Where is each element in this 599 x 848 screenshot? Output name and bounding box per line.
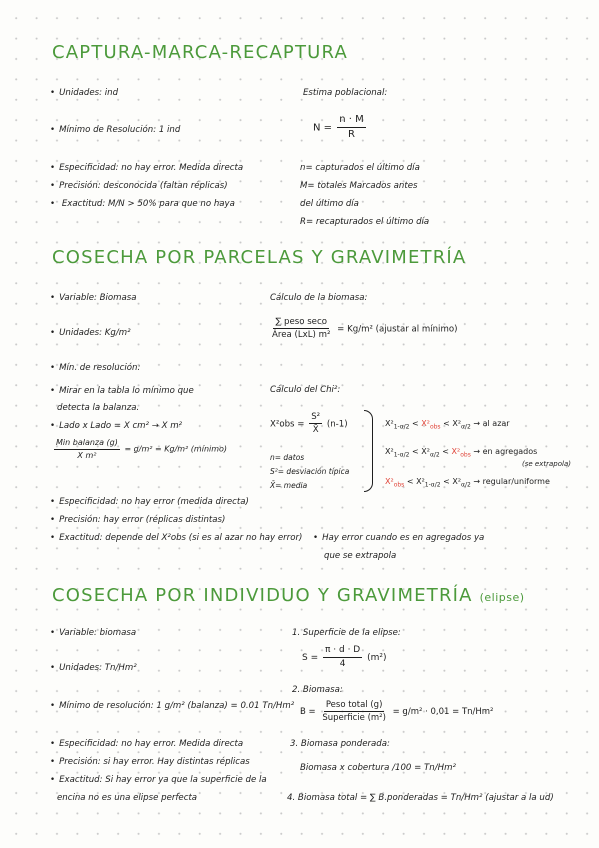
s2-chi-rhs: (n-1) xyxy=(326,419,348,430)
s2-min-fraction-line xyxy=(52,438,227,460)
s1-especificidad: • Especificidad: no hay error. Medida directa xyxy=(50,163,243,173)
s2-def-s: S²= desviación típica xyxy=(270,467,350,476)
s2-def-x: X̄= media xyxy=(270,481,308,490)
s3-step-3: 3. Biomasa ponderada: xyxy=(290,739,390,749)
s2-case-1-res: → al azar xyxy=(473,419,510,428)
s3-b-lhs: B = xyxy=(300,707,316,718)
s2-chi-title: Cálculo del Chi²: xyxy=(270,385,341,395)
s2-chi-num: S² xyxy=(309,412,322,424)
s3-step-4: 4. Biomasa total = ∑ B.ponderadas = Tn/Hm² (ajustar a la ud) xyxy=(287,793,554,803)
s1-min-resolution: • Mínimo de Resolución: 1 ind xyxy=(50,125,180,135)
s2-chi-formula xyxy=(270,412,348,436)
s2-def-n: n= datos xyxy=(270,453,305,462)
s3-s-den: 4 xyxy=(339,658,346,669)
s2-mirar-1: • Mirar en la tabla lo mínimo que xyxy=(50,386,194,396)
s3-s-num: π · d · D xyxy=(323,645,362,658)
s1-exactitud-prefix: Exactitud: xyxy=(61,199,108,209)
s2-case-1-rel: $X^2_{1-\alpha/2} < X^2_{obs} < X^2_{\alpha/2}$ xyxy=(385,419,471,431)
s2-precision: • Precisión: hay error (réplicas distintas) xyxy=(50,515,225,525)
s2-case-2-note: (se extrapola) xyxy=(522,460,571,468)
s3-exactitud-2: encina no es una elipse perfecta xyxy=(57,793,198,803)
s3-s-fraction xyxy=(323,645,362,670)
s3-exactitud-1: • Exactitud: Si hay error ya que la superficie de la xyxy=(50,775,267,785)
s2-case-2-res: → en agregados xyxy=(473,447,538,456)
s3-b-rhs: = g/m² · 0,01 = Tn/Hm² xyxy=(392,707,494,718)
s2-min-rhs: = g/m² = Kg/m² (mínimo) xyxy=(124,444,228,454)
s3-step-1: 1. Superficie de la elipse: xyxy=(292,628,401,638)
s1-def-r: R= recapturados el último día xyxy=(300,217,430,227)
s1-formula-den: R xyxy=(348,129,355,140)
s2-note-1: • Hay error cuando es en agregados ya xyxy=(313,533,484,543)
s3-especificidad: • Especificidad: no hay error. Medida directa xyxy=(50,739,243,749)
s2-bio-fraction xyxy=(270,317,332,341)
s2-bio-den: Área (LxL) m² xyxy=(272,330,331,341)
s2-bio-num: ∑ peso seco xyxy=(273,317,328,329)
s2-exactitud: • Exactitud: depende del X²obs (si es al azar no hay error) xyxy=(50,533,302,543)
s1-formula-num: n · M xyxy=(337,114,366,128)
s2-variable: • Variable: Biomasa xyxy=(50,293,137,303)
s1-units: • Unidades: ind xyxy=(50,88,118,98)
s2-note-2: que se extrapola xyxy=(324,551,397,561)
s2-case-3 xyxy=(385,477,550,489)
s2-min-fraction xyxy=(54,438,120,460)
s3-b-den: Superficie (m²) xyxy=(322,713,386,724)
s3-step-2: 2. Biomasa: xyxy=(292,685,343,695)
s3-s-rhs: (m²) xyxy=(367,652,387,663)
s2-case-2-rel: $X^2_{1-\alpha/2} < X^2_{\alpha/2} < X^2_{obs}$ xyxy=(385,447,471,459)
section-title-individuo-main: COSECHA POR INDIVIDUO Y GRAVIMETRÍA xyxy=(52,585,473,606)
s2-bio-rhs: = Kg/m² (ajustar al mínimo) xyxy=(337,324,458,335)
s2-case-3-res: → regular/uniforme xyxy=(473,477,550,486)
s1-def-m: M= totales Marcados antes xyxy=(300,181,418,191)
s2-case-3-rel: $X^2_{obs} < X^2_{1-\alpha/2} < X^2_{\alpha/2}$ xyxy=(385,477,471,489)
s2-min-num: Min balanza (g) xyxy=(54,438,120,450)
s3-units: • Unidades: Tn/Hm² xyxy=(50,663,137,673)
s2-chi-den: X̄ xyxy=(312,425,319,436)
s2-min-den: X m² xyxy=(77,450,97,460)
s3-precision: • Precisión: si hay error. Hay distintas réplicas xyxy=(50,757,250,767)
s2-chi-fraction xyxy=(309,412,322,436)
s2-case-2 xyxy=(385,447,537,459)
s3-s-formula xyxy=(302,645,387,670)
s1-def-n: n= capturados el último día xyxy=(300,163,420,173)
section-title-parcelas: COSECHA POR PARCELAS Y GRAVIMETRÍA xyxy=(52,247,467,268)
s1-formula-fraction xyxy=(337,114,366,141)
s2-lado: • Lado x Lado = X cm² → X m² xyxy=(50,421,182,431)
s3-s-lhs: S = xyxy=(302,652,319,663)
s1-exactitud xyxy=(50,199,235,209)
s1-right-title: Estima poblacional: xyxy=(303,88,388,98)
s3-b-formula xyxy=(300,700,493,723)
s3-variable: • Variable: biomasa xyxy=(50,628,136,638)
s1-formula xyxy=(313,114,368,141)
s3-min-resolution: • Mínimo de resolución: 1 g/m² (balanza) = 0.01 Tn/Hm² xyxy=(50,701,294,711)
s2-especificidad: • Especificidad: no hay error (medida directa) xyxy=(50,497,249,507)
section-title-captura: CAPTURA-MARCA-RECAPTURA xyxy=(52,42,349,63)
s1-formula-lhs: N = xyxy=(313,122,333,134)
s3-b-fraction xyxy=(320,700,388,723)
s1-def-m2: del último día xyxy=(300,199,359,209)
section-title-individuo-small: (elipse) xyxy=(479,591,525,604)
s2-min-resolution: • Mín. de resolución: xyxy=(50,363,140,373)
s2-case-1 xyxy=(385,419,510,431)
s2-chi-lhs: X²obs = xyxy=(270,419,305,430)
s3-b-num: Peso total (g) xyxy=(324,700,385,712)
s2-mirar-2: detecta la balanza. xyxy=(57,403,140,413)
s3-ponderada: Biomasa x cobertura /100 = Tn/Hm² xyxy=(300,763,456,773)
s1-precision: • Precisión: desconocida (faltan réplicas) xyxy=(50,181,228,191)
section-title-individuo xyxy=(52,585,525,606)
s1-exactitud-suffix: > 50% para que no haya xyxy=(124,199,235,209)
s2-brace xyxy=(364,410,373,492)
s2-units xyxy=(50,328,131,338)
s2-units-prefix: Unidades: xyxy=(59,328,105,338)
s2-bio-formula xyxy=(268,317,457,341)
s2-calc-title: Cálculo de la biomasa: xyxy=(270,293,368,303)
s1-exactitud-frac: M/N xyxy=(107,199,125,209)
s2-units-val: Kg/m² xyxy=(104,328,131,338)
